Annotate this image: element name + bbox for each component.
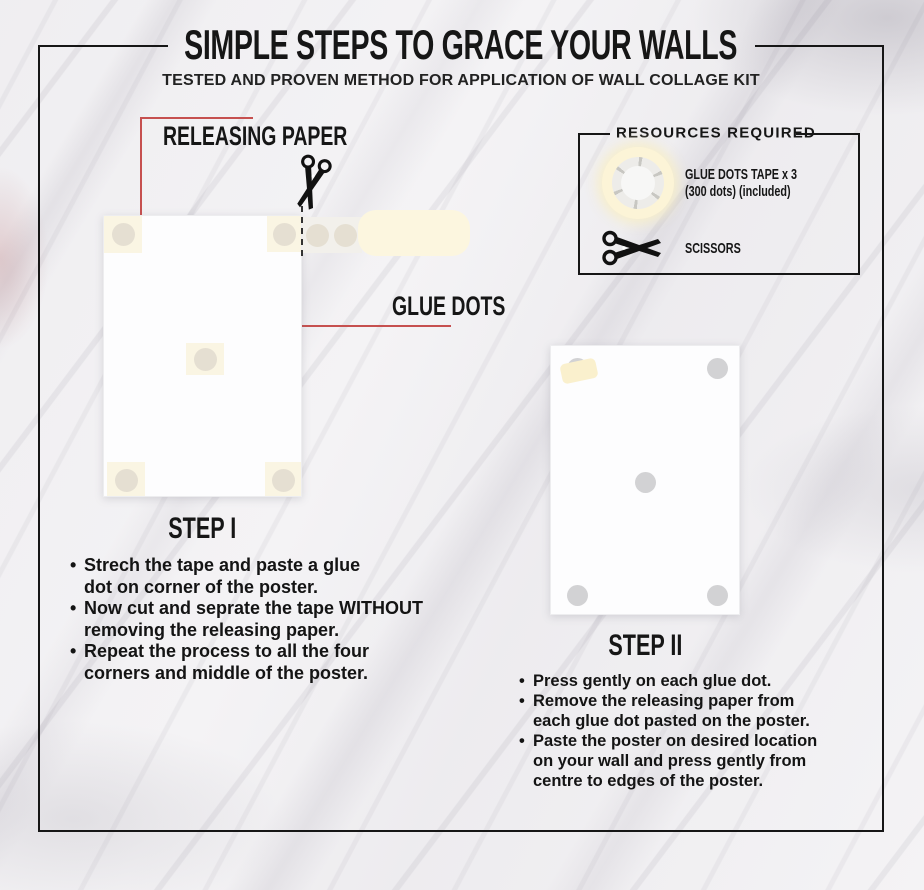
cut-line: [301, 206, 303, 256]
glue-dot: [273, 223, 296, 246]
bullet-line: corners and middle of the poster.: [84, 662, 369, 683]
step2-title: STEP II: [607, 629, 683, 662]
tape-strip: [302, 217, 362, 253]
glue-dot: [567, 585, 588, 606]
tape-ring: [612, 157, 664, 209]
bullet-line: • Now cut and seprate the tape WITHOUT: [70, 598, 470, 620]
glue-dots-callout-line-h: [287, 325, 451, 327]
page-subtitle: TESTED AND PROVEN METHOD FOR APPLICATION OF WALL COLLAGE KIT: [162, 72, 760, 89]
glue-dot-patch-bottom-left: [107, 462, 145, 497]
glue-dot: [707, 358, 728, 379]
resource-item-label: GLUE DOTS TAPE x 3 (300 dots) (included): [685, 166, 798, 200]
step2-bullets: [519, 671, 879, 791]
glue-dots-label: GLUE DOTS: [392, 291, 506, 321]
tape-roll-end: [358, 210, 470, 256]
bullet-line: dot on corner of the poster.: [84, 576, 319, 597]
page-title: SIMPLE STEPS TO GRACE YOUR WALLS: [184, 21, 738, 68]
tape-hole: [621, 166, 655, 200]
poster-step1: [103, 215, 302, 497]
glue-dot-patch-bottom-right: [265, 462, 301, 497]
glue-dot-patch-top-left: [104, 216, 142, 253]
resources-box: [578, 124, 860, 275]
bullet-line: each glue dot pasted on the poster.: [533, 712, 810, 730]
resource-item-label: SCISSORS: [685, 240, 741, 257]
bullet-line: • Repeat the process to all the four: [70, 641, 470, 663]
glue-dot-patch-center: [186, 343, 224, 375]
releasing-paper-label: RELEASING PAPER: [163, 121, 348, 151]
releasing-paper-callout-line-h: [140, 117, 253, 119]
step1-title: STEP I: [168, 512, 237, 545]
glue-dot: [635, 472, 656, 493]
glue-dot-patch-top-right: [267, 216, 301, 252]
glue-dot: [306, 224, 329, 247]
bullet-line: • Remove the releasing paper from: [519, 691, 879, 711]
poster-step2: [550, 345, 740, 615]
bullet-line: on your wall and press gently from: [533, 752, 807, 770]
glue-dot: [334, 224, 357, 247]
glue-dot: [194, 348, 217, 371]
bullet-line: removing the releasing paper.: [84, 619, 340, 640]
glue-dots-tape-icon: [602, 147, 674, 219]
scissors-icon: [600, 229, 666, 267]
glue-dot: [112, 223, 135, 246]
glue-dot: [115, 469, 138, 492]
resources-title: RESOURCES REQUIRED: [616, 124, 816, 142]
bullet-line: • Paste the poster on desired location: [519, 731, 879, 751]
releasing-paper-peel: [559, 357, 598, 384]
releasing-paper-callout-line-v: [140, 117, 142, 217]
step1-bullets: [70, 555, 470, 684]
bullet-line: • Press gently on each glue dot.: [519, 671, 879, 691]
resources-border-left-segment: [580, 133, 610, 135]
bullet-line: centre to edges of the poster.: [533, 772, 764, 790]
bullet-line: • Strech the tape and paste a glue: [70, 555, 470, 577]
scissors-icon: [600, 229, 666, 267]
glue-dot: [707, 585, 728, 606]
glue-dot: [272, 469, 295, 492]
